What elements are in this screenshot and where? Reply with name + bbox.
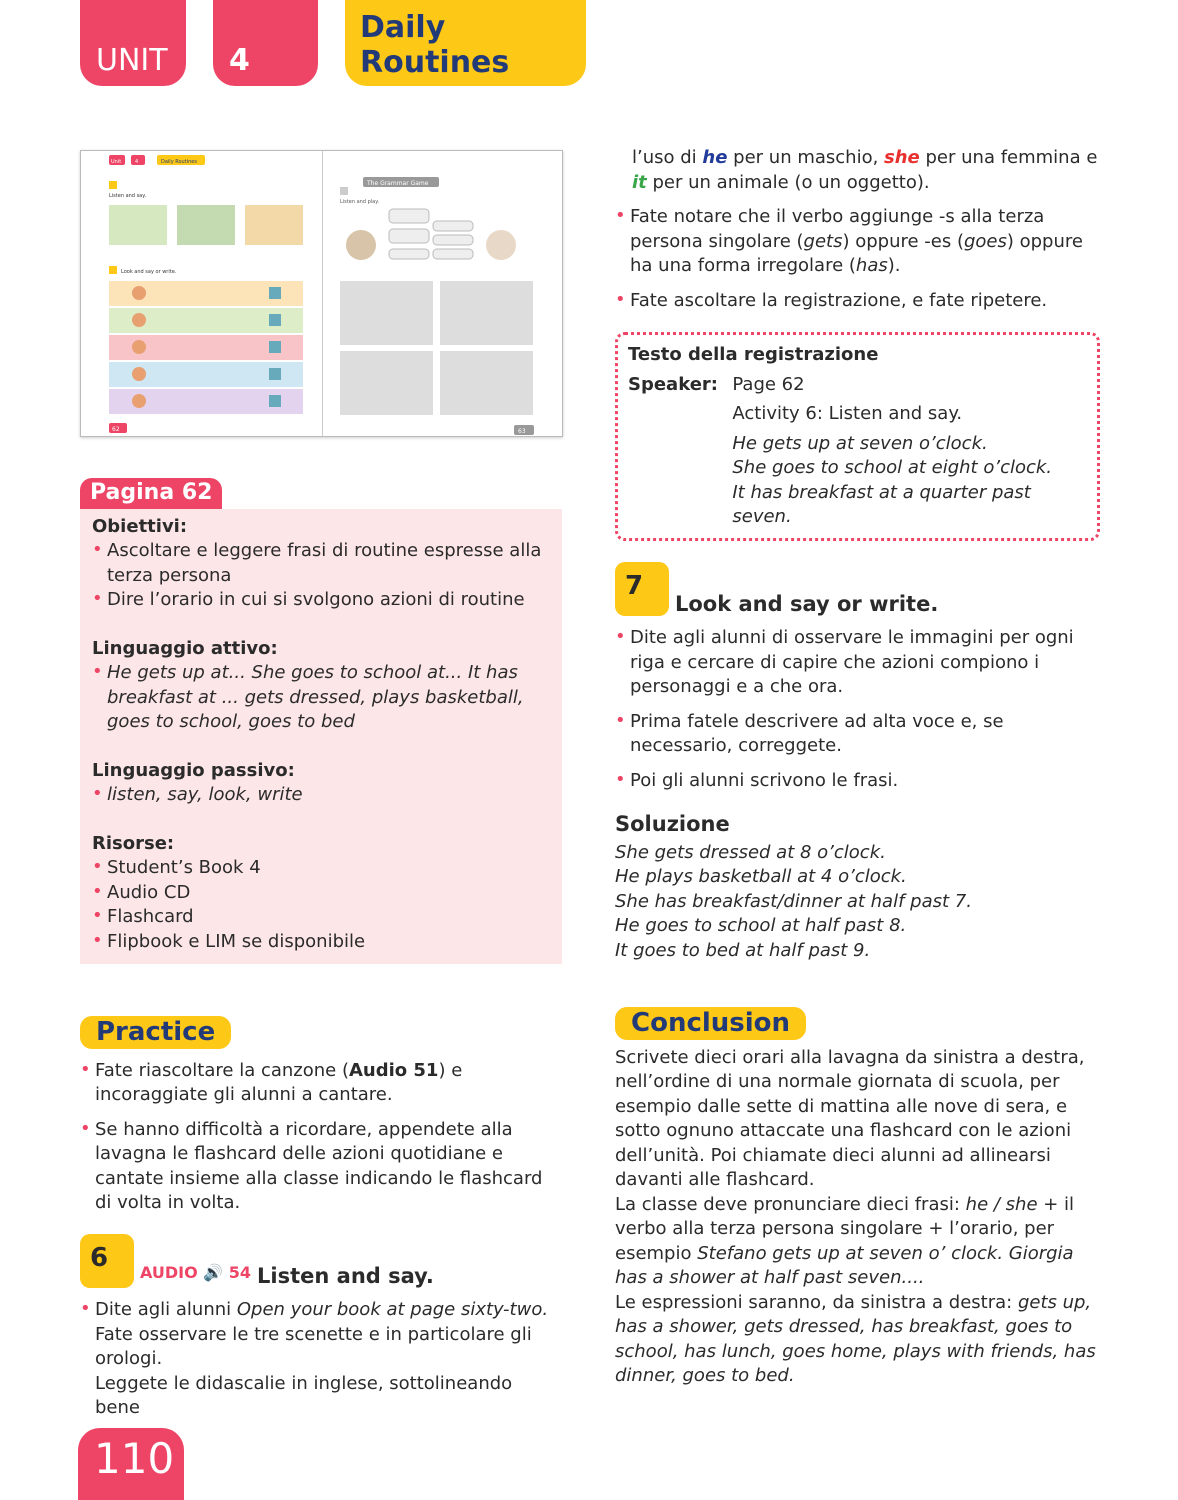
thumb-right-instr: Listen and play. — [340, 199, 380, 205]
unit-number: 4 — [229, 43, 250, 78]
recording-line: She goes to school at eight o’clock. — [732, 457, 1053, 478]
practice-tag: Practice — [80, 1016, 231, 1049]
pagina-tag: Pagina 62 — [80, 478, 222, 509]
list-item: • Dite agli alunni Open your book at page sixty-two. Fate osservare le tre scenette e in particolare gli orologi. Leggete le didascalie in inglese, sottolineando bene — [80, 1298, 562, 1421]
thumb-left-page: 62 — [112, 426, 120, 433]
attivo-label: Linguaggio attivo: — [92, 637, 278, 659]
soluzione-title: Soluzione — [615, 812, 730, 836]
thumb-act7: Look and say or write. — [121, 269, 177, 275]
thumb-tab-num: 4 — [135, 159, 139, 165]
solution-line: She has breakfast/dinner at half past 7. — [615, 890, 972, 912]
thumb-page-63 — [322, 151, 563, 436]
solution-line: It goes to bed at half past 9. — [615, 939, 871, 961]
activity-6-section — [80, 1234, 562, 1421]
obiettivi-label: Obiettivi: — [92, 515, 188, 537]
obiettivi-list — [92, 539, 550, 613]
list-item: • Fate ascoltare la registrazione, e fate ripetere. — [615, 289, 1100, 314]
recording-title: Testo della registrazione — [628, 344, 879, 365]
unit-title: Daily Routines — [360, 10, 510, 80]
list-item: • Poi gli alunni scrivono le frasi. — [615, 769, 1100, 794]
right-top-section — [615, 146, 1100, 313]
risorse-list — [92, 856, 550, 954]
unit-label: UNIT — [96, 43, 168, 78]
solution-line: He goes to school at half past 8. — [615, 915, 907, 936]
conclusion-tag: Conclusion — [615, 1007, 806, 1040]
list-item: • Flashcard — [92, 905, 550, 930]
recording-line: Page 62 — [732, 373, 805, 395]
solution-line: He plays basketball at 4 o’clock. — [615, 866, 907, 887]
conclusion-paragraph: Scrivete dieci orari alla lavagna da sinistra a destra, nell’ordine di una normale giornata di scuola, per esempio dalle sette di mattina alle nove di sera, e sotto ognuno attaccate una flashcard con le azioni dell’unità. Poi chiamate dieci alunni ad allinearsi davanti alle flashcard. — [615, 1046, 1085, 1190]
list-item: • Flipbook e LIM se disponibile — [92, 930, 550, 955]
activity-7-list — [615, 626, 1100, 793]
list-item: • Fate notare che il verbo aggiunge -s alla terza persona singolare (gets) oppure -es (goes) oppure ha una forma irregolare (has). — [615, 205, 1100, 279]
thumb-tab-title: Daily Routines — [161, 159, 197, 165]
activity-7-number: 7 — [615, 562, 669, 616]
thumb-page-62 — [81, 151, 322, 436]
pagina-section — [80, 478, 562, 964]
list-item: • Student’s Book 4 — [92, 856, 550, 881]
recording-box — [615, 332, 1100, 541]
practice-section — [80, 1016, 562, 1216]
list-item: • Ascoltare e leggere frasi di routine espresse alla terza persona — [92, 539, 550, 588]
audio-54-label: AUDIO 🔊 54 — [140, 1262, 252, 1282]
audio-ref: Audio 51 — [348, 1059, 439, 1081]
pronoun-text: l’uso di he per un maschio, she per una femmina e it per un animale (o un oggetto). — [632, 147, 1098, 193]
unit-tab — [80, 0, 186, 86]
list-item: • Prima fatele descrivere ad alta voce e, se necessario, correggete. — [615, 710, 1100, 759]
recording-line: He gets up at seven o’clock. — [732, 432, 988, 454]
pronoun-she: she — [884, 147, 920, 168]
attivo-text: He gets up at... She goes to school at... It has breakfast at ... gets dressed, plays basketball, goes to school, goes to bed — [107, 662, 524, 732]
list-item: • Fate riascoltare la canzone (Audio 51) e incoraggiate gli alunni a cantare. — [80, 1059, 562, 1108]
pronoun-he: he — [702, 147, 728, 168]
solution-line: She gets dressed at 8 o’clock. — [615, 841, 886, 863]
soluzione-section — [615, 812, 1100, 963]
passivo-text: listen, say, look, write — [107, 784, 303, 805]
thumb-tab-unit: Unit — [111, 159, 122, 165]
list-item: • Dire l’orario in cui si svolgono azioni di routine — [92, 588, 550, 613]
unit-title-tab — [345, 0, 586, 86]
page-number: 110 — [78, 1428, 184, 1500]
list-item: • Se hanno difficoltà a ricordare, appendete alla lavagna le flashcard delle azioni quotidiane e cantate insieme alla classe indicando le flashcard di volta in volta. — [80, 1118, 562, 1216]
list-item — [92, 783, 550, 808]
thumb-page-62-illustration — [81, 151, 322, 436]
activity-7-section — [615, 562, 1100, 793]
pagina-box — [80, 509, 562, 965]
thumb-act6: Listen and say. — [109, 193, 147, 199]
list-item — [92, 661, 550, 735]
thumb-page-63-illustration — [323, 151, 563, 436]
recording-line: It has breakfast at a quarter past seven. — [732, 481, 1031, 527]
activity-6-title: Listen and say. — [257, 1263, 434, 1288]
thumb-right-title: The Grammar Game — [367, 180, 429, 187]
conclusion-paragraph: La classe deve pronunciare dieci frasi: he / she + il verbo alla terza persona singolare + l’orario, per esempio Stefano gets up at seven o’ clock. Giorgia has a shower at half past seven.... — [615, 1193, 1075, 1288]
thumb-right-page: 63 — [518, 428, 526, 435]
conclusion-section — [615, 1007, 1100, 1389]
passivo-label: Linguaggio passivo: — [92, 759, 295, 781]
activity-7-title: Look and say or write. — [675, 591, 939, 616]
book-pages-thumbnail — [80, 150, 563, 437]
list-item: • Dite agli alunni di osservare le immagini per ogni riga e cercare di capire che azioni compiono i personaggi e a che ora. — [615, 626, 1100, 700]
practice-list — [80, 1059, 562, 1216]
list-item: • Audio CD — [92, 881, 550, 906]
conclusion-paragraph: Le espressioni saranno, da sinistra a destra: gets up, has a shower, gets dressed, has breakfast, goes to school, has lunch, goes home, plays with friends, has dinner, goes to bed. — [615, 1291, 1096, 1386]
unit-number-tab — [213, 0, 318, 86]
pronoun-it: it — [632, 171, 647, 193]
speaker-label: Speaker: — [628, 373, 718, 395]
recording-line: Activity 6: Listen and say. — [732, 403, 963, 424]
risorse-label: Risorse: — [92, 832, 175, 854]
activity-6-number: 6 — [80, 1234, 134, 1288]
